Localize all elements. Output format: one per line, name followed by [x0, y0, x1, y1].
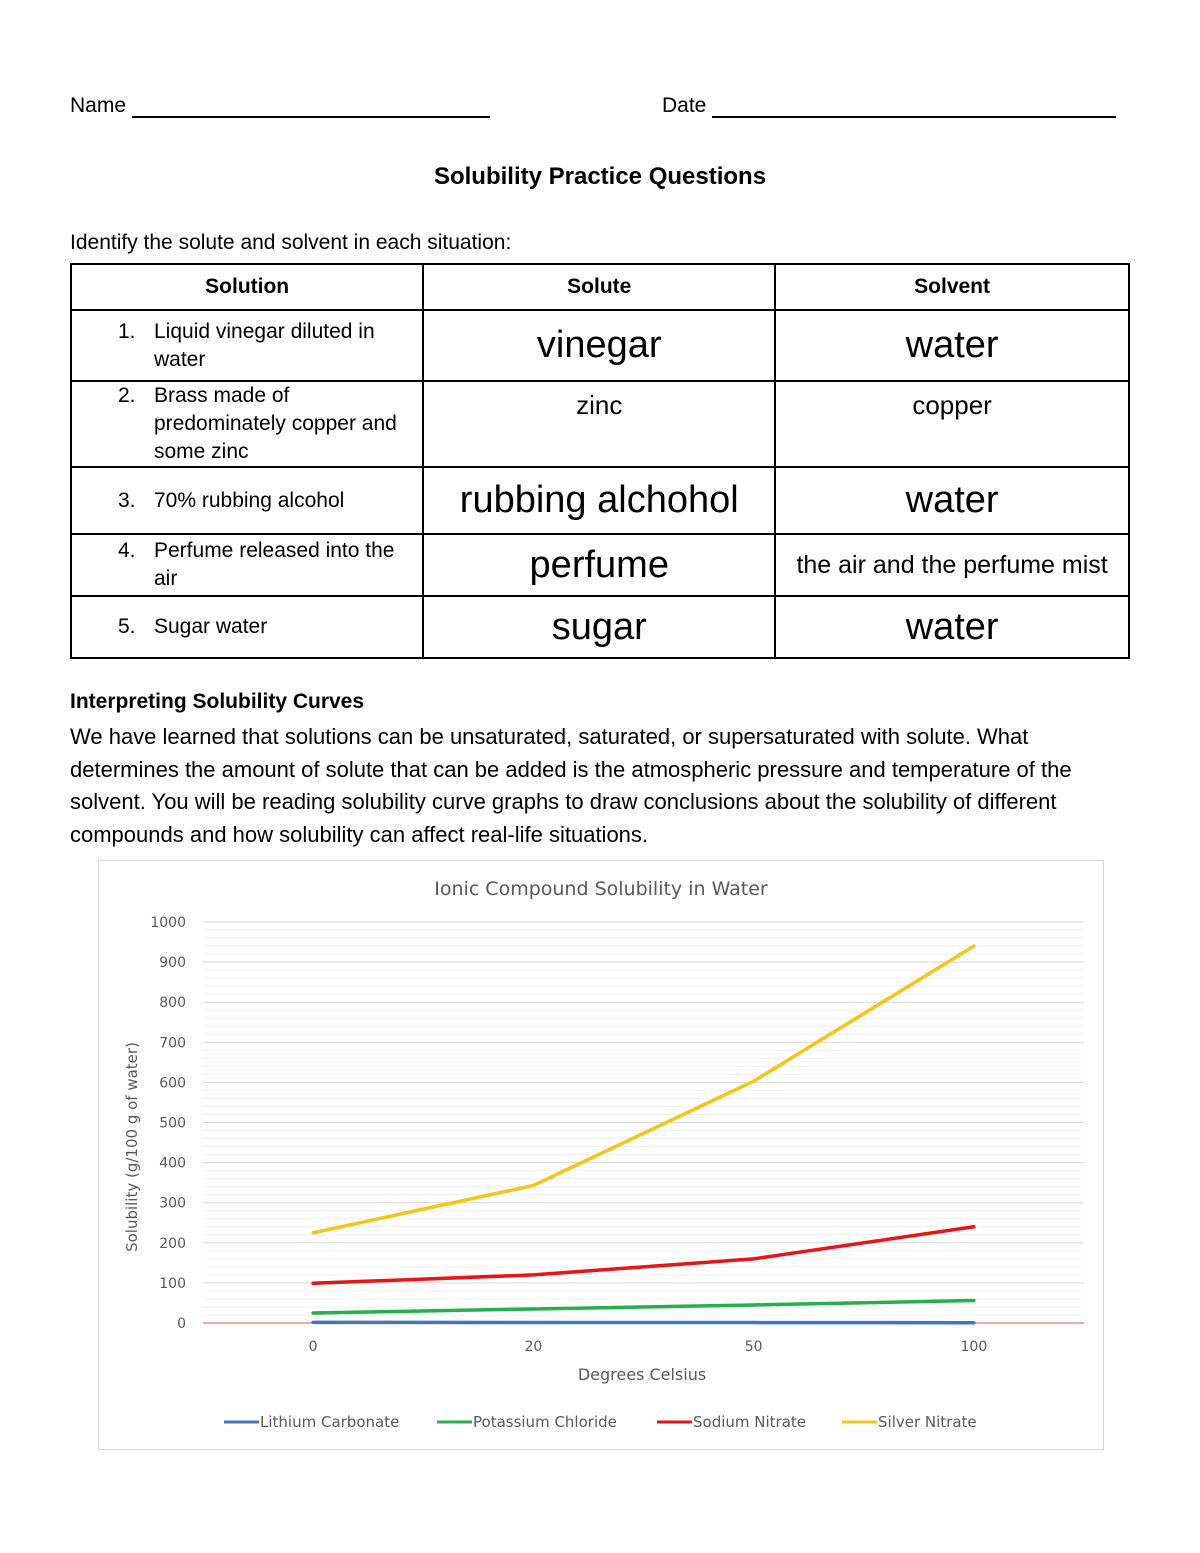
y-tick-label: 300: [159, 1195, 186, 1212]
solution-cell: [71, 381, 423, 467]
solvent-cell: copper: [775, 381, 1129, 467]
solvent-cell: the air and the perfume mist: [775, 534, 1129, 596]
solution-cell: [71, 467, 423, 534]
x-tick-label: 100: [960, 1339, 988, 1355]
question-number: 1.: [118, 319, 136, 343]
solute-cell: vinegar: [423, 310, 775, 381]
solute-cell: sugar: [423, 596, 775, 658]
table-header-row: [71, 264, 1129, 310]
instructions: Identify the solute and solvent in each situation:: [70, 231, 512, 254]
y-tick-label: 100: [159, 1275, 186, 1292]
solution-text: Perfume released into the air: [154, 539, 395, 590]
solute-solvent-table: [70, 263, 1130, 659]
solution-text: Liquid vinegar diluted in water: [154, 319, 375, 371]
legend-label: Lithium Carbonate: [260, 1413, 400, 1431]
solvent-cell: water: [775, 596, 1129, 658]
solution-text: Sugar water: [154, 615, 268, 638]
solvent-cell: water: [775, 310, 1129, 381]
table-row: [71, 467, 1129, 534]
y-tick-labels: [150, 915, 186, 1332]
y-tick-label: 1000: [150, 915, 186, 931]
name-field[interactable]: [70, 94, 490, 118]
date-label: Date: [662, 94, 707, 117]
solute-cell: perfume: [423, 534, 775, 596]
y-tick-label: 500: [159, 1115, 186, 1132]
solution-cell: [71, 534, 423, 596]
y-tick-label: 400: [159, 1155, 186, 1172]
x-tick-label: 20: [524, 1339, 543, 1355]
solubility-chart: [98, 860, 1104, 1450]
x-tick-label: 0: [308, 1339, 318, 1355]
y-tick-label: 600: [159, 1075, 186, 1092]
series-line: [313, 946, 974, 1233]
solution-text: Brass made of predominately copper and some zinc: [154, 384, 397, 463]
date-field[interactable]: [662, 94, 1116, 118]
question-number: 4.: [118, 539, 136, 562]
question-number: 5.: [118, 615, 136, 638]
name-line[interactable]: [132, 115, 490, 118]
solution-cell: [71, 310, 423, 381]
header-solute: Solute: [423, 264, 775, 310]
y-axis-label: Solubility (g/100 g of water): [123, 1042, 141, 1252]
chart-legend: [224, 1413, 977, 1431]
solvent-cell: water: [775, 467, 1129, 534]
table-row: [71, 310, 1129, 381]
page-title: Solubility Practice Questions: [433, 163, 767, 190]
solute-cell: rubbing alchohol: [423, 467, 775, 534]
question-number: 2.: [118, 384, 136, 407]
table-row: [71, 381, 1129, 467]
major-gridlines: [203, 922, 1084, 1323]
header-solvent: Solvent: [775, 264, 1129, 310]
solution-text: 70% rubbing alcohol: [154, 488, 345, 512]
y-tick-label: 200: [159, 1235, 186, 1252]
y-tick-label: 900: [159, 955, 186, 972]
chart-canvas: [99, 861, 1103, 1449]
table-row: [71, 534, 1129, 596]
legend-label: Potassium Chloride: [473, 1413, 617, 1431]
header-solution: Solution: [71, 264, 423, 310]
solute-cell: zinc: [423, 381, 775, 467]
name-label: Name: [70, 94, 127, 117]
section-body: We have learned that solutions can be unsaturated, saturated, or supersaturated with solute. What determines the amount of solute that can be added is the atmospheric pressure and temperature of the solvent. You will be reading solubility curve graphs to draw conclusions about the solubility of different compounds and how solubility can affect real-life situations.: [70, 724, 1072, 847]
x-tick-label: 50: [744, 1339, 763, 1355]
section-title: Interpreting Solubility Curves: [70, 690, 365, 713]
question-number: 3.: [118, 488, 136, 512]
x-tick-labels: [309, 1339, 988, 1355]
y-tick-label: 800: [159, 995, 186, 1012]
y-tick-label: 0: [177, 1316, 186, 1332]
x-axis-label: Degrees Celsius: [577, 1365, 707, 1384]
table-row: [71, 596, 1129, 658]
solution-cell: [71, 596, 423, 658]
date-line[interactable]: [712, 115, 1116, 118]
y-tick-label: 700: [159, 1035, 186, 1052]
legend-label: Sodium Nitrate: [693, 1413, 807, 1431]
legend-label: Silver Nitrate: [878, 1413, 977, 1431]
chart-title: Ionic Compound Solubility in Water: [434, 878, 768, 900]
